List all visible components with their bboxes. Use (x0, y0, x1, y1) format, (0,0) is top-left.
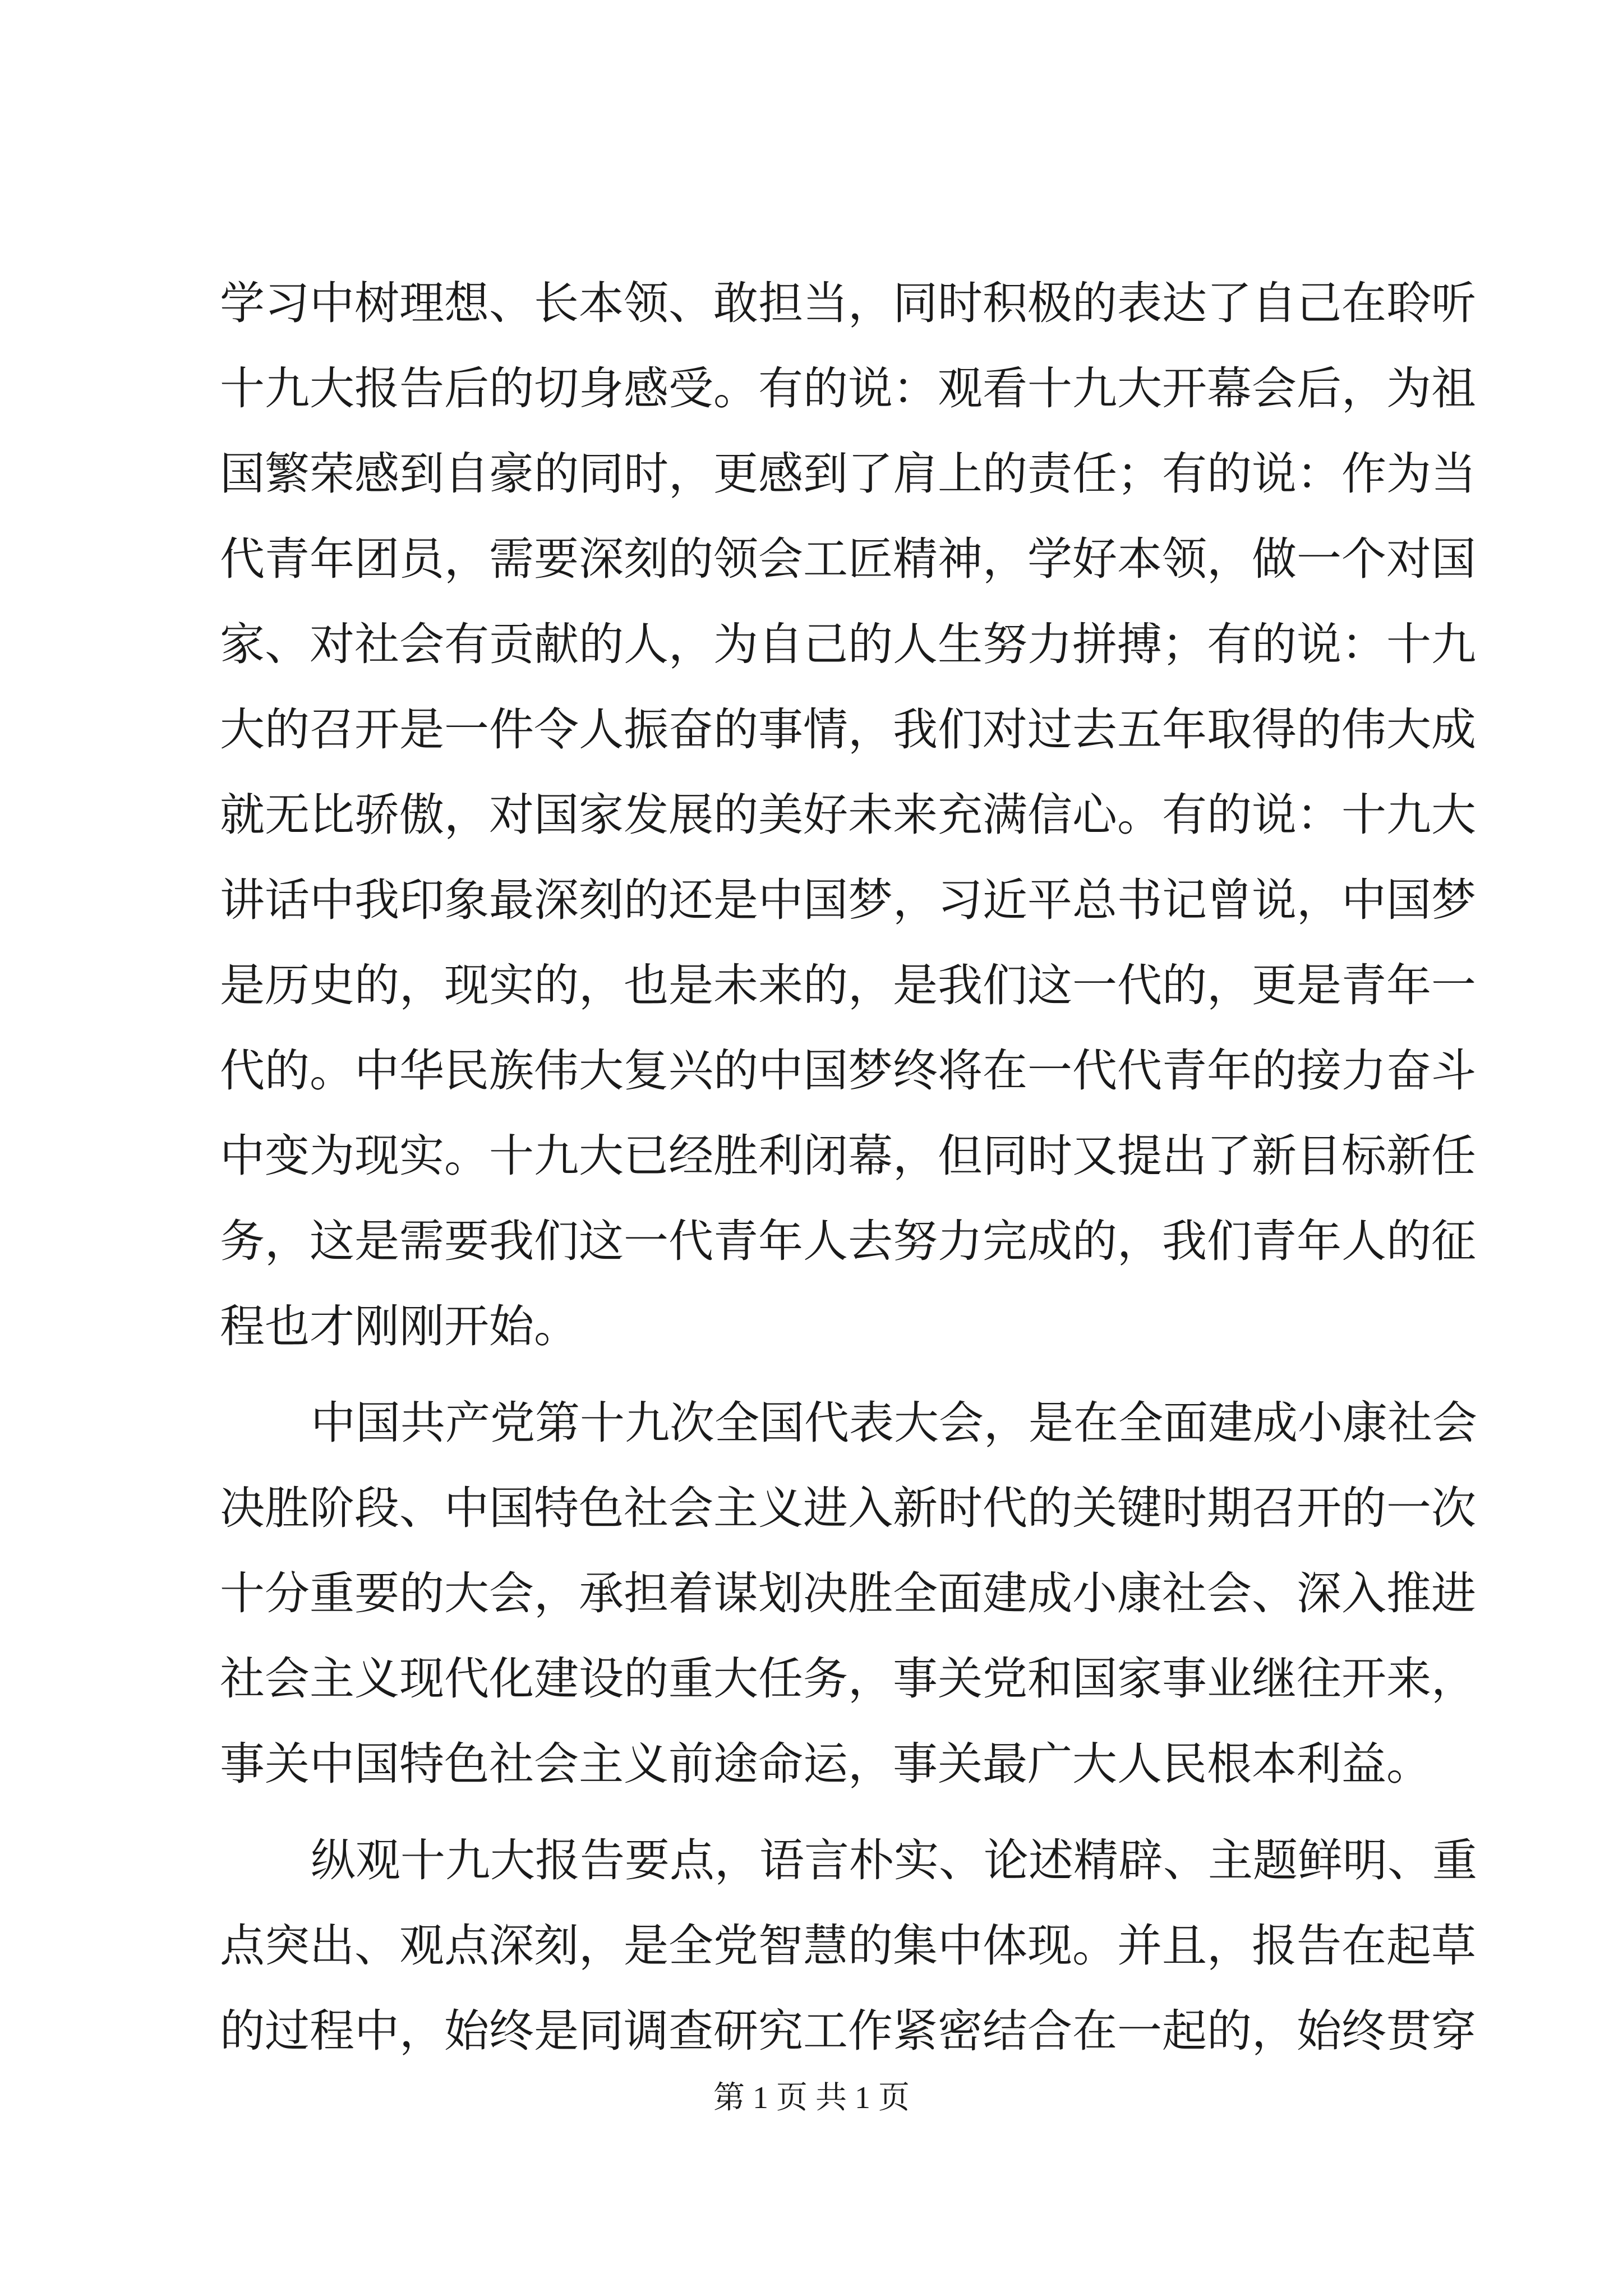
paragraph-1-line-11: 中变为现实。十九大已经胜利闭幕，但同时又提出了新目标新任 (220, 1130, 1476, 1182)
paragraph-2-line-1: 中国共产党第十九次全国代表大会，是在全面建成小康社会 (311, 1397, 1477, 1449)
paragraph-3-line-2: 点突出、观点深刻，是全党智慧的集中体现。并且，报告在起草 (220, 1920, 1476, 1972)
paragraph-2-line-4: 社会主义现代化建设的重大任务，事关党和国家事业继往开来， (220, 1653, 1476, 1705)
paragraph-3-line-1: 纵观十九大报告要点，语言朴实、论述精辟、主题鲜明、重 (311, 1834, 1477, 1887)
paragraph-1-line-7: 就无比骄傲，对国家发展的美好未来充满信心。有的说：十九大 (220, 789, 1476, 841)
paragraph-gap (220, 1369, 1426, 1381)
paragraph-1-line-1: 学习中树理想、长本领、敢担当，同时积极的表达了自己在聆听 (220, 277, 1476, 329)
paragraph-1-line-10: 代的。中华民族伟大复兴的中国梦终将在一代代青年的接力奋斗 (220, 1045, 1476, 1097)
paragraph-1-line-13: 程也才刚刚开始。 (220, 1300, 579, 1352)
document-body (220, 261, 1477, 2074)
paragraph-1-line-9: 是历史的，现实的，也是未来的，是我们这一代的，更是青年一 (220, 959, 1476, 1011)
paragraph-1-line-3: 国繁荣感到自豪的同时，更感到了肩上的责任；有的说：作为当 (220, 448, 1476, 500)
paragraph-2-line-5: 事关中国特色社会主义前途命运，事关最广大人民根本利益。 (220, 1738, 1431, 1790)
paragraph-3-line-3: 的过程中，始终是同调查研究工作紧密结合在一起的，始终贯穿 (220, 2005, 1476, 2057)
paragraph-1-line-4: 代青年团员，需要深刻的领会工匠精神，学好本领，做一个对国 (220, 533, 1476, 585)
page-number-footer: 第 1 页 共 1 页 (713, 2081, 910, 2115)
paragraph-gap (220, 1807, 1426, 1818)
paragraph-1-line-12: 务，这是需要我们这一代青年人去努力完成的，我们青年人的征 (220, 1215, 1476, 1267)
paragraph-1-line-5: 家、对社会有贡献的人，为自己的人生努力拼搏；有的说：十九 (220, 618, 1476, 670)
paragraph-1-line-2: 十九大报告后的切身感受。有的说：观看十九大开幕会后，为祖 (220, 362, 1476, 415)
paragraph-2-line-3: 十分重要的大会，承担着谋划决胜全面建成小康社会、深入推进 (220, 1567, 1476, 1619)
paragraph-1-line-8: 讲话中我印象最深刻的还是中国梦，习近平总书记曾说，中国梦 (220, 874, 1476, 926)
paragraph-1-line-6: 大的召开是一件令人振奋的事情，我们对过去五年取得的伟大成 (220, 703, 1476, 756)
paragraph-2-line-2: 决胜阶段、中国特色社会主义进入新时代的关键时期召开的一次 (220, 1482, 1476, 1534)
